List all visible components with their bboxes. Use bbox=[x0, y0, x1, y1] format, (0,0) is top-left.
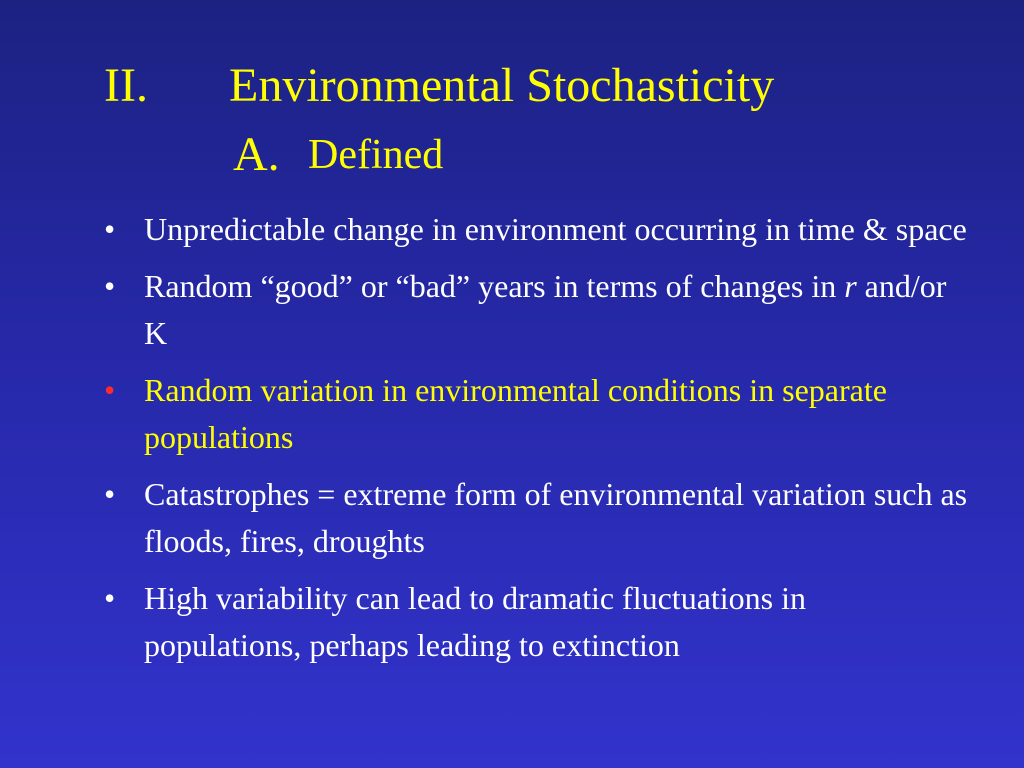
bullet-item bbox=[98, 575, 968, 669]
bullet-text: High variability can lead to dramatic fluctuations in populations, perhaps leading to extinction bbox=[144, 580, 807, 663]
bullet-text: Random variation in environmental conditions in separate populations bbox=[144, 372, 887, 455]
bullet-text-after: and/or K bbox=[144, 268, 947, 351]
bullet-dot-icon: • bbox=[104, 372, 116, 408]
bullet-list bbox=[98, 206, 968, 679]
title-number: II. bbox=[104, 59, 148, 112]
bullet-item-highlighted bbox=[98, 367, 968, 461]
bullet-dot-icon: • bbox=[104, 580, 116, 616]
bullet-text-before: Random “good” or “bad” years in terms of changes in bbox=[144, 268, 845, 304]
bullet-text: Unpredictable change in environment occurring in time & space bbox=[144, 211, 967, 247]
bullet-text-italic: r bbox=[844, 268, 857, 304]
bullet-text: Catastrophes = extreme form of environmental variation such as floods, fires, droughts bbox=[144, 476, 968, 559]
bullet-item bbox=[98, 263, 968, 357]
bullet-dot-icon: • bbox=[104, 211, 116, 247]
bullet-dot-icon: • bbox=[104, 268, 116, 304]
bullet-text bbox=[144, 268, 946, 351]
title-text: Environmental Stochasticity bbox=[229, 59, 775, 112]
subtitle-text: Defined bbox=[308, 132, 444, 178]
subtitle-letter: A. bbox=[233, 128, 280, 181]
bullet-dot-icon: • bbox=[104, 476, 116, 512]
bullet-item bbox=[98, 206, 968, 253]
bullet-item bbox=[98, 471, 968, 565]
